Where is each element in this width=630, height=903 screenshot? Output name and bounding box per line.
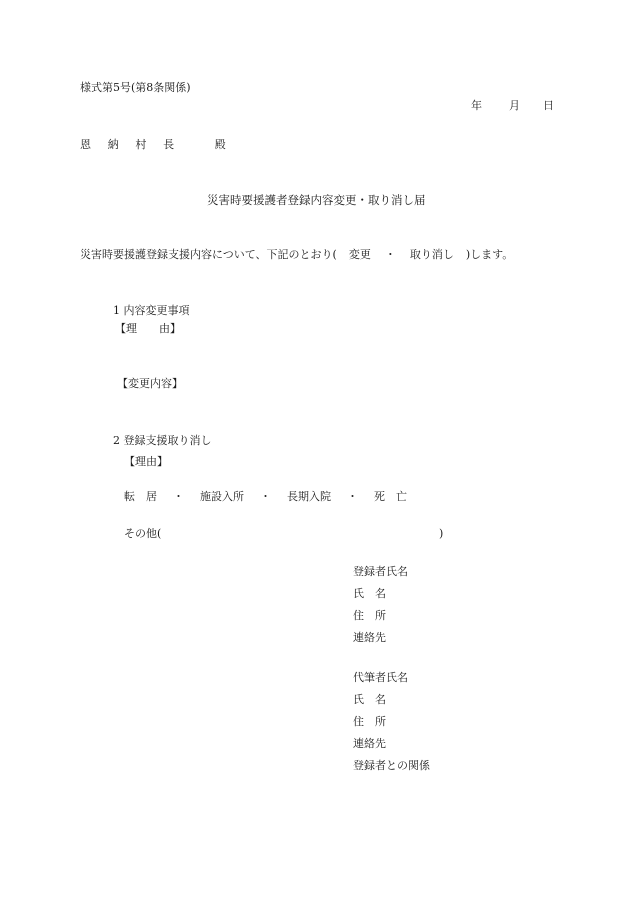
intro-prefix: 災害時要援護登録支援内容について、下記のとおり( bbox=[80, 248, 337, 261]
reason-death: 死 亡 bbox=[374, 490, 407, 503]
proxy-address-label: 住 所 bbox=[353, 715, 386, 728]
registrant-title: 登録者氏名 bbox=[353, 565, 408, 578]
cancel-reasons-row bbox=[124, 490, 407, 504]
addressee-honorific: 殿 bbox=[214, 138, 226, 151]
reason-move: 転 居 bbox=[124, 490, 157, 503]
section1-heading: 1 内容変更事項 bbox=[113, 304, 190, 317]
addressee bbox=[80, 138, 226, 152]
option-cancel: 取り消し bbox=[409, 248, 454, 261]
date-month-label: 月 bbox=[509, 99, 520, 112]
reason-separator: ・ bbox=[260, 490, 271, 503]
document-title: 災害時要援護者登録内容変更・取り消し届 bbox=[207, 193, 426, 207]
section2-heading: 2 登録支援取り消し bbox=[113, 434, 212, 447]
section1-change-label: 【変更内容】 bbox=[117, 377, 183, 390]
intro-suffix: )します。 bbox=[465, 248, 514, 261]
reason-separator: ・ bbox=[173, 490, 184, 503]
form-number: 様式第5号(第8条関係) bbox=[80, 81, 191, 94]
intro-line bbox=[80, 248, 513, 262]
registrant-name-label: 氏 名 bbox=[353, 587, 386, 600]
proxy-name-label: 氏 名 bbox=[353, 693, 386, 706]
option-change: 変更 bbox=[348, 248, 371, 261]
proxy-contact-label: 連絡先 bbox=[353, 737, 386, 750]
intro-separator: ・ bbox=[384, 248, 396, 261]
reason-facility: 施設入所 bbox=[200, 490, 244, 503]
registrant-address-label: 住 所 bbox=[353, 609, 386, 622]
section2-reason-label: 【理由】 bbox=[124, 455, 168, 468]
other-reason-label: その他( bbox=[124, 527, 162, 540]
section1-reason-label: 【理 由】 bbox=[115, 322, 181, 335]
addressee-name: 恩 納 村 長 bbox=[80, 138, 181, 151]
date-day-label: 日 bbox=[543, 99, 554, 112]
reason-separator: ・ bbox=[347, 490, 358, 503]
proxy-title: 代筆者氏名 bbox=[353, 671, 408, 684]
other-reason-close: ) bbox=[439, 527, 444, 540]
proxy-relation-label: 登録者との関係 bbox=[353, 759, 430, 772]
reason-hospital: 長期入院 bbox=[287, 490, 331, 503]
registrant-contact-label: 連絡先 bbox=[353, 631, 386, 644]
date-year-label: 年 bbox=[471, 99, 482, 112]
